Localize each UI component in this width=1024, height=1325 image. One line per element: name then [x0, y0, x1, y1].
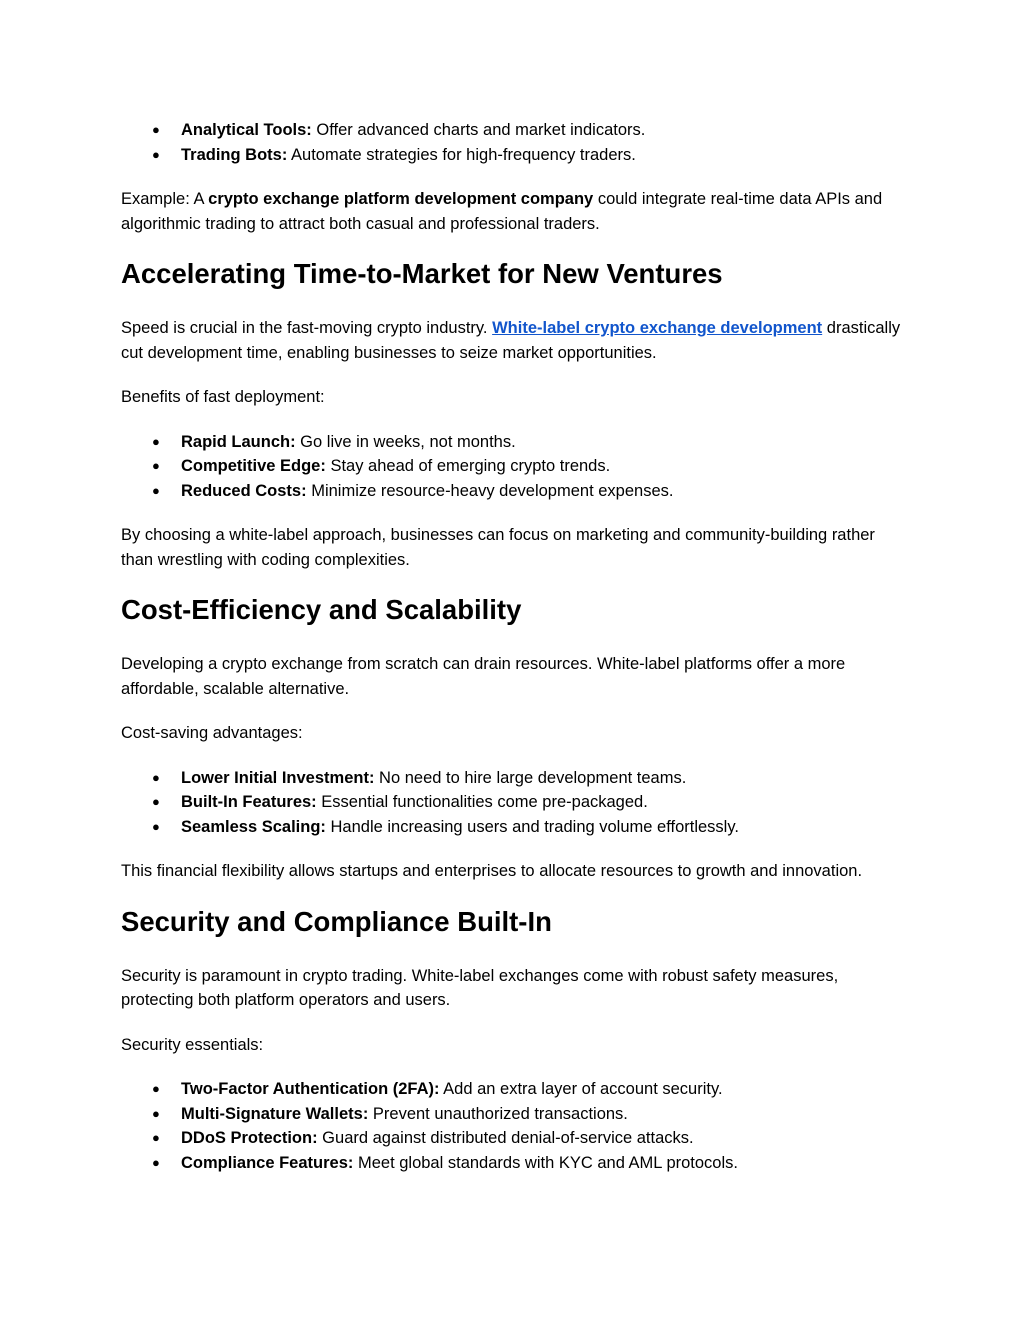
list-item-term: Rapid Launch: — [181, 432, 296, 451]
list-item-text: Guard against distributed denial-of-service attacks. — [317, 1129, 694, 1147]
example-prefix: Example: A — [121, 190, 209, 208]
list-item-term: Trading Bots: — [181, 145, 288, 164]
list-item-text: Handle increasing users and trading volume effortlessly. — [325, 817, 739, 836]
list-item — [121, 1077, 911, 1102]
list-item-text: Automate strategies for high-frequency traders. — [287, 145, 636, 164]
list-item-term: Competitive Edge: — [181, 457, 326, 475]
section-heading-cost-efficiency: Cost-Efficiency and Scalability — [121, 594, 522, 625]
list-item-term: DDoS Protection: — [181, 1129, 318, 1147]
list-item-text: Prevent unauthorized transactions. — [368, 1104, 628, 1123]
list-item — [121, 1126, 911, 1151]
list-item-term: Analytical Tools: — [181, 121, 312, 139]
list-item — [121, 430, 911, 455]
cost-saving-lead: Cost-saving advantages: — [121, 724, 303, 742]
list-item — [121, 1102, 911, 1127]
document-page — [121, 118, 911, 1175]
list-item — [121, 766, 911, 791]
list-item-text: No need to hire large development teams. — [374, 768, 687, 787]
intro-bullet-list — [121, 118, 911, 167]
list-item — [121, 479, 911, 504]
list-item — [121, 815, 911, 840]
list-item — [121, 118, 911, 143]
list-item-text: Minimize resource-heavy development expenses. — [306, 481, 674, 500]
list-item-term: Compliance Features: — [181, 1153, 354, 1172]
cost-efficiency-closing: This financial flexibility allows startups and enterprises to allocate resources to growth and innovation. — [121, 862, 863, 880]
list-item-text: Go live in weeks, not months. — [295, 432, 516, 451]
list-item-text: Meet global standards with KYC and AML protocols. — [353, 1153, 738, 1172]
example-paragraph — [121, 187, 911, 236]
cost-efficiency-intro: Developing a crypto exchange from scratch can drain resources. White-label platforms offer a more affordable, scalable alternative. — [121, 655, 846, 698]
list-item — [121, 454, 911, 479]
list-item-text: Add an extra layer of account security. — [439, 1080, 723, 1098]
list-item-term: Multi-Signature Wallets: — [181, 1104, 369, 1123]
list-item-text: Offer advanced charts and market indicators. — [311, 121, 646, 139]
list-item-term: Two-Factor Authentication (2FA): — [181, 1080, 440, 1098]
list-item-term: Seamless Scaling: — [181, 817, 326, 836]
example-suffix: could integrate real-time data APIs and algorithmic trading to attract both casual and professional traders. — [121, 190, 883, 233]
list-item — [121, 143, 911, 168]
time-to-market-intro — [121, 316, 911, 365]
list-item-term: Built-In Features: — [181, 793, 317, 811]
white-label-link[interactable]: White-label crypto exchange development — [492, 319, 823, 337]
time-to-market-closing: By choosing a white-label approach, businesses can focus on marketing and community-building rather than wrestling with coding complexities. — [121, 526, 875, 569]
intro-prefix: Speed is crucial in the fast-moving crypto industry. — [121, 319, 493, 337]
example-bold: crypto exchange platform development company — [208, 190, 594, 208]
list-item-term: Lower Initial Investment: — [181, 768, 375, 787]
section-heading-time-to-market: Accelerating Time-to-Market for New Ventures — [121, 258, 723, 289]
benefits-bullet-list — [121, 430, 911, 504]
list-item — [121, 790, 911, 815]
list-item-text: Stay ahead of emerging crypto trends. — [325, 457, 611, 475]
intro-suffix: drastically cut development time, enabling businesses to seize market opportunities. — [121, 319, 901, 362]
list-item-text: Essential functionalities come pre-packaged. — [316, 793, 648, 811]
security-intro: Security is paramount in crypto trading. White-label exchanges come with robust safety measures, protecting both platform operators and users. — [121, 966, 839, 1009]
list-item-term: Reduced Costs: — [181, 481, 307, 500]
section-heading-security: Security and Compliance Built-In — [121, 905, 552, 937]
cost-saving-bullet-list — [121, 766, 911, 840]
list-item — [121, 1151, 911, 1176]
security-lead: Security essentials: — [121, 1035, 264, 1054]
benefits-lead: Benefits of fast deployment: — [121, 388, 325, 406]
security-bullet-list — [121, 1077, 911, 1175]
